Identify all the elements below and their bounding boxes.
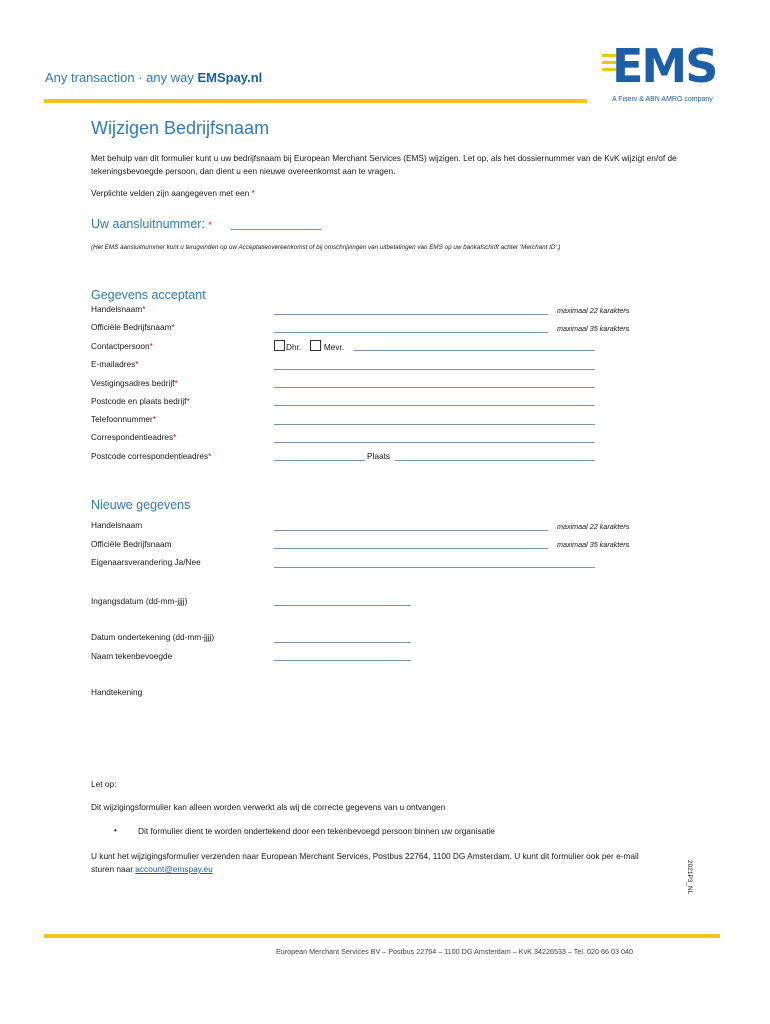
label-naam-tekenbevoegde: Naam tekenbevoegde [91,651,173,661]
label-email-text: E-mailadres [91,359,136,369]
aansluit-heading-text: Uw aansluitnummer: [91,217,205,231]
required-star: * [251,188,255,198]
intro-text: Met behulp van dit formulier kunt u uw bedrijfsnaam bij European Merchant Services (EMS) wijzigen. Let op, als het dossiernummer van de KvK wijzigt en/of de tekeningsbevoegde persoon, dan dient u een nieuwe overeenkomst aan te vragen. [91,153,677,176]
send-text: U kunt het wijzigingsformulier verzenden naar European Merchant Services, Postbus 22764, 1100 DG Amsterdam. U kunt dit formulier ook per e-mail sturen naar [91,851,639,874]
email-link[interactable]: account@emspay.eu [135,864,213,874]
required-note-text: Verplichte velden zijn aangegeven met een [91,188,250,198]
logo-subtitle: A Fiserv & ABN AMRO company [612,96,713,103]
datum-ondertekening-input[interactable] [274,642,411,643]
label-correspondentie [91,432,176,442]
label-handelsnaam-text: Handelsnaam [91,304,143,314]
footer-divider [44,934,720,938]
max-22-note: maximaal 22 karakters [557,306,630,315]
dhr-label: Dhr. [286,342,302,352]
required-star: * [186,396,190,406]
nieuwe-handelsnaam-input[interactable] [274,530,548,531]
vestiging-input[interactable] [274,387,595,388]
salutation-group [274,340,344,352]
required-star: * [174,378,178,388]
logo-text: EMS [612,39,717,88]
nieuwe-max-35-note: maximaal 35 karakters [557,540,630,549]
label-contactpersoon [91,341,153,351]
label-datum-ondertekening: Datum ondertekening (dd-mm-jjjj) [91,632,215,642]
header-divider [44,99,587,103]
email-input[interactable] [274,369,595,370]
label-contact-text: Contactpersoon [91,341,150,351]
form-code: 2021P3_NL [686,860,693,895]
label-nieuwe-handelsnaam: Handelsnaam [91,520,143,530]
footer-text: European Merchant Services BV – Postbus 22764 – 1100 DG Amsterdam – KvK 34226533 – Tel. 020 66 03 040 [276,947,633,956]
label-telefoon [91,414,156,424]
gegevens-heading: Gegevens acceptant [91,288,206,302]
plaats-label: Plaats [367,451,391,461]
label-handtekening: Handtekening [91,687,143,697]
required-star: * [208,451,212,461]
label-officiele [91,322,175,332]
nieuwe-officiele-input[interactable] [274,548,548,549]
label-eigenaar: Eigenaarsverandering Ja/Nee [91,557,201,567]
nieuwe-heading: Nieuwe gegevens [91,498,191,512]
label-postcode-text: Postcode en plaats bedrijf [91,396,187,406]
send-info [91,850,661,876]
aansluit-star: * [208,220,212,230]
correspondentie-input[interactable] [274,442,595,443]
label-vestiging-text: Vestigingsadres bedrijf [91,378,175,388]
ingangsdatum-input[interactable] [274,605,411,606]
label-corr-postcode-text: Postcode correspondentieadres [91,451,209,461]
bullet-dot: • [114,826,117,835]
required-star: * [149,341,153,351]
ems-logo [602,38,730,88]
max-35-note: maximaal 35 karakters [557,324,630,333]
required-star: * [142,304,146,314]
tagline-text: Any transaction · any way [45,70,198,85]
aansluit-note: (Het EMS aansluitnummer kunt u terugvinden op uw Acceptatieovereenkomst of bij omschrijvingen van uitbetalingen van EMS op uw bankafschrift achter 'Merchant ID'.) [91,244,561,251]
corr-postcode-input[interactable] [274,460,365,461]
required-star: * [171,322,175,332]
page-title: Wijzigen Bedrijfsnaam [91,118,270,138]
naam-tekenbevoegde-input[interactable] [274,660,411,661]
letop-bullet: Dit formulier dient te worden ondertekend door een tekenbevoegd persoon binnen uw organisatie [138,826,496,836]
letop-title: Let op: [91,779,117,789]
tagline [45,70,262,85]
label-postcode [91,396,190,406]
label-email [91,359,139,369]
label-corr-text: Correspondentieadres [91,432,174,442]
label-telefoon-text: Telefoonnummer [91,414,153,424]
officiele-input[interactable] [274,332,548,333]
label-nieuwe-officiele: Officiële Bedrijfsnaam [91,539,172,549]
required-star: * [173,432,177,442]
required-star: * [152,414,157,424]
required-star: * [135,359,139,369]
eigenaar-input[interactable] [274,567,595,568]
corr-plaats-input[interactable] [395,460,595,461]
aansluit-input[interactable] [231,229,321,230]
label-handelsnaam [91,304,145,314]
handelsnaam-input[interactable] [274,314,548,315]
dhr-checkbox[interactable] [274,340,285,351]
letop-line: Dit wijzigingsformulier kan alleen worden verwerkt als wij de correcte gegevens van u ontvangen [91,802,446,812]
label-corr-postcode [91,451,211,461]
postcode-input[interactable] [274,405,595,406]
mevr-checkbox[interactable] [310,340,321,351]
tagline-brand: EMSpay.nl [197,70,263,85]
telefoon-input[interactable] [274,424,595,425]
nieuwe-max-22-note: maximaal 22 karakters [557,522,630,531]
label-ingangsdatum: Ingangsdatum (dd-mm-jjjj) [91,596,188,606]
mevr-label: Mevr. [323,342,345,352]
aansluit-heading [91,217,212,231]
required-note [91,188,255,198]
label-officiele-text: Officiële Bedrijfsnaam [91,322,172,332]
label-vestiging [91,378,178,388]
contactpersoon-input[interactable] [354,350,595,351]
